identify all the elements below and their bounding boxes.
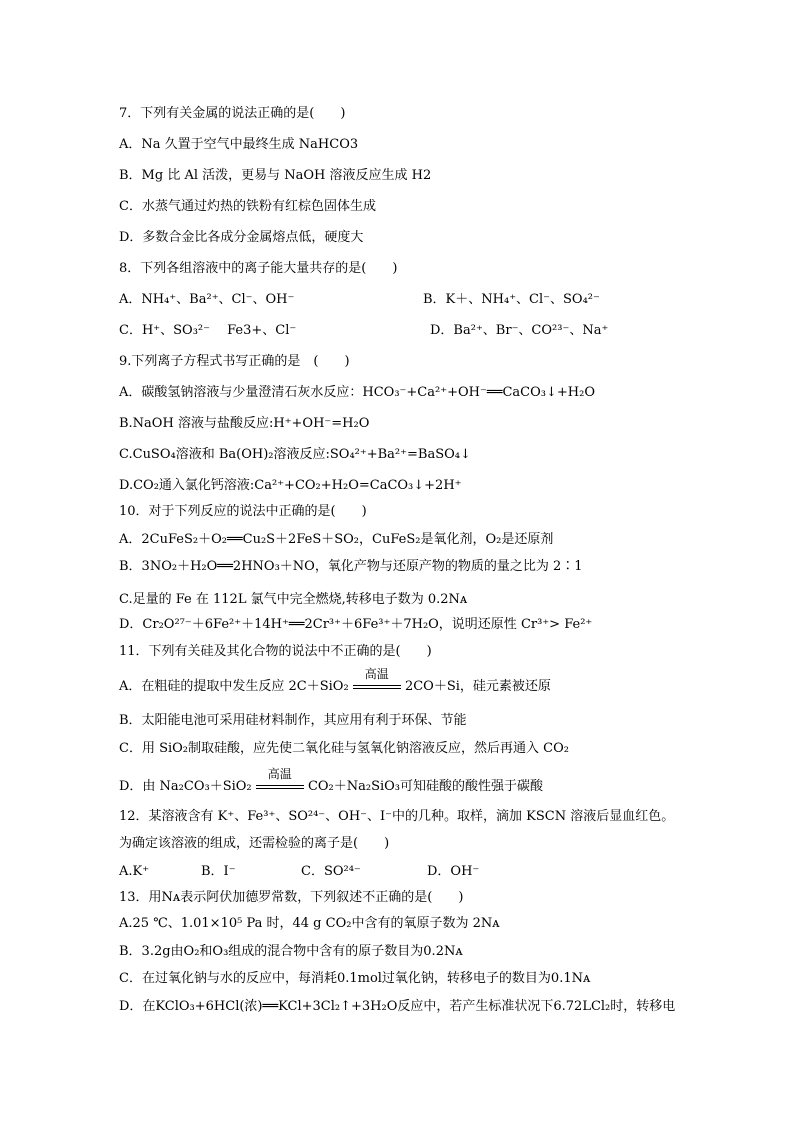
q13-option-b: B．3.2g由O₂和O₃组成的混合物中含有的原子数目为0.2Nᴀ — [119, 944, 463, 959]
q11-a-rhs: 2CO＋Si，硅元素被还原 — [404, 679, 551, 694]
q13-stem: 13．用Nᴀ表示阿伏加德罗常数，下列叙述不正确的是( ) — [119, 890, 464, 905]
q11-a-lhs: A．在粗硅的提取中发生反应 2C＋SiO₂ — [119, 679, 349, 694]
q12-option-d: D．OH⁻ — [427, 864, 480, 879]
q11-option-c: C．用 SiO₂制取硅酸，应先使二氧化硅与氢氧化钠溶液反应，然后再通入 CO₂ — [119, 741, 569, 756]
q10-option-d: D．Cr₂O²⁷⁻＋6Fe²⁺＋14H⁺══2Cr³⁺＋6Fe³⁺＋7H₂O，说明还原性 Cr³⁺> Fe²⁺ — [119, 617, 593, 632]
q11-option-b: B．太阳能电池可采用硅材料制作，其应用有利于环保、节能 — [119, 713, 467, 728]
q10-option-a: A．2CuFeS₂＋O₂══Cu₂S＋2FeS＋SO₂，CuFeS₂是氧化剂，O₂是还原剂 — [119, 532, 554, 547]
q8-option-a: A．NH₄⁺、Ba²⁺、Cl⁻、OH⁻ — [119, 292, 295, 307]
q12-stem-line2: 为确定该溶液的组成，还需检验的离子是( ) — [119, 836, 390, 851]
q12-option-c: C．SO²⁴⁻ — [301, 864, 361, 879]
q12-option-b: B．I⁻ — [201, 864, 236, 879]
q7-option-b: B．Mg 比 Al 活泼，更易与 NaOH 溶液反应生成 H2 — [119, 168, 432, 183]
q11-d-lhs: D．由 Na₂CO₃＋SiO₂ — [119, 779, 252, 794]
q13-option-a: A.25 ℃、1.01×10⁵ Pa 时，44 g CO₂中含有的氧原子数为 2Nᴀ — [119, 916, 500, 931]
q9-option-b: B.NaOH 溶液与盐酸反应:H⁺+OH⁻=H₂O — [119, 416, 370, 431]
q13-option-c: C．在过氧化钠与水的反应中，每消耗0.1mol过氧化钠，转移电子的数目为0.1Nᴀ — [119, 971, 591, 986]
q7-option-d: D．多数合金比各成分金属熔点低，硬度大 — [119, 230, 364, 245]
q8-option-c: C．H⁺、SO₃²⁻ Fe3+、Cl⁻ — [119, 323, 297, 338]
q10-stem: 10．对于下列反应的说法中正确的是( ) — [119, 504, 367, 519]
q11-d-rhs: CO₂＋Na₂SiO₃可知硅酸的酸性强于碳酸 — [307, 779, 544, 794]
q12-option-a: A.K⁺ — [119, 864, 150, 879]
q11-d-condition: 高温 — [267, 767, 292, 781]
q7-option-c: C．水蒸气通过灼热的铁粉有红棕色固体生成 — [119, 199, 376, 214]
q7-option-a: A．Na 久置于空气中最终生成 NaHCO3 — [119, 137, 359, 152]
q8-option-d: D．Ba²⁺、Br⁻、CO²³⁻、Na⁺ — [430, 323, 609, 338]
q11-a-condition-arrow — [353, 667, 401, 695]
q10-option-c: C.足量的 Fe 在 112L 氯气中完全燃烧,转移电子数为 0.2Nᴀ — [119, 592, 468, 607]
q12-stem-line1: 12．某溶液含有 K⁺、Fe³⁺、SO²⁴⁻、OH⁻、I⁻中的几种。取样，滴加 KSCN 溶液后显血红色。 — [119, 809, 675, 824]
q7-stem: 7．下列有关金属的说法正确的是( ) — [119, 106, 346, 121]
q9-option-d: D.CO₂通入氯化钙溶液:Ca²⁺+CO₂+H₂O=CaCO₃↓+2H⁺ — [119, 478, 462, 493]
q11-option-a — [119, 667, 551, 695]
q11-a-condition: 高温 — [364, 667, 389, 681]
q9-option-c: C.CuSO₄溶液和 Ba(OH)₂溶液反应:SO₄²⁺+Ba²⁺=BaSO₄↓ — [119, 447, 471, 462]
q13-option-d: D．在KClO₃+6HCl(浓)══KCl+3Cl₂↑+3H₂O反应中，若产生标准状况下6.72LCl₂时，转移电 — [119, 999, 676, 1014]
q11-stem: 11．下列有关硅及其化合物的说法中不正确的是( ) — [119, 644, 432, 659]
q11-d-condition-arrow — [256, 767, 304, 795]
q8-option-b: B．K＋、NH₄⁺、Cl⁻、SO₄²⁻ — [423, 292, 600, 307]
q9-option-a: A．碳酸氢钠溶液与少量澄清石灰水反应：HCO₃⁻+Ca²⁺+OH⁻══CaCO₃↓+H₂O — [119, 385, 595, 400]
q8-stem: 8．下列各组溶液中的离子能大量共存的是( ) — [119, 261, 398, 276]
q10-option-b: B．3NO₂＋H₂O══2HNO₃＋NO，氧化产物与还原产物的物质的量之比为 2∶1 — [119, 559, 583, 574]
q9-stem: 9.下列离子方程式书写正确的是 ( ) — [119, 354, 350, 369]
q11-option-d — [119, 767, 544, 795]
